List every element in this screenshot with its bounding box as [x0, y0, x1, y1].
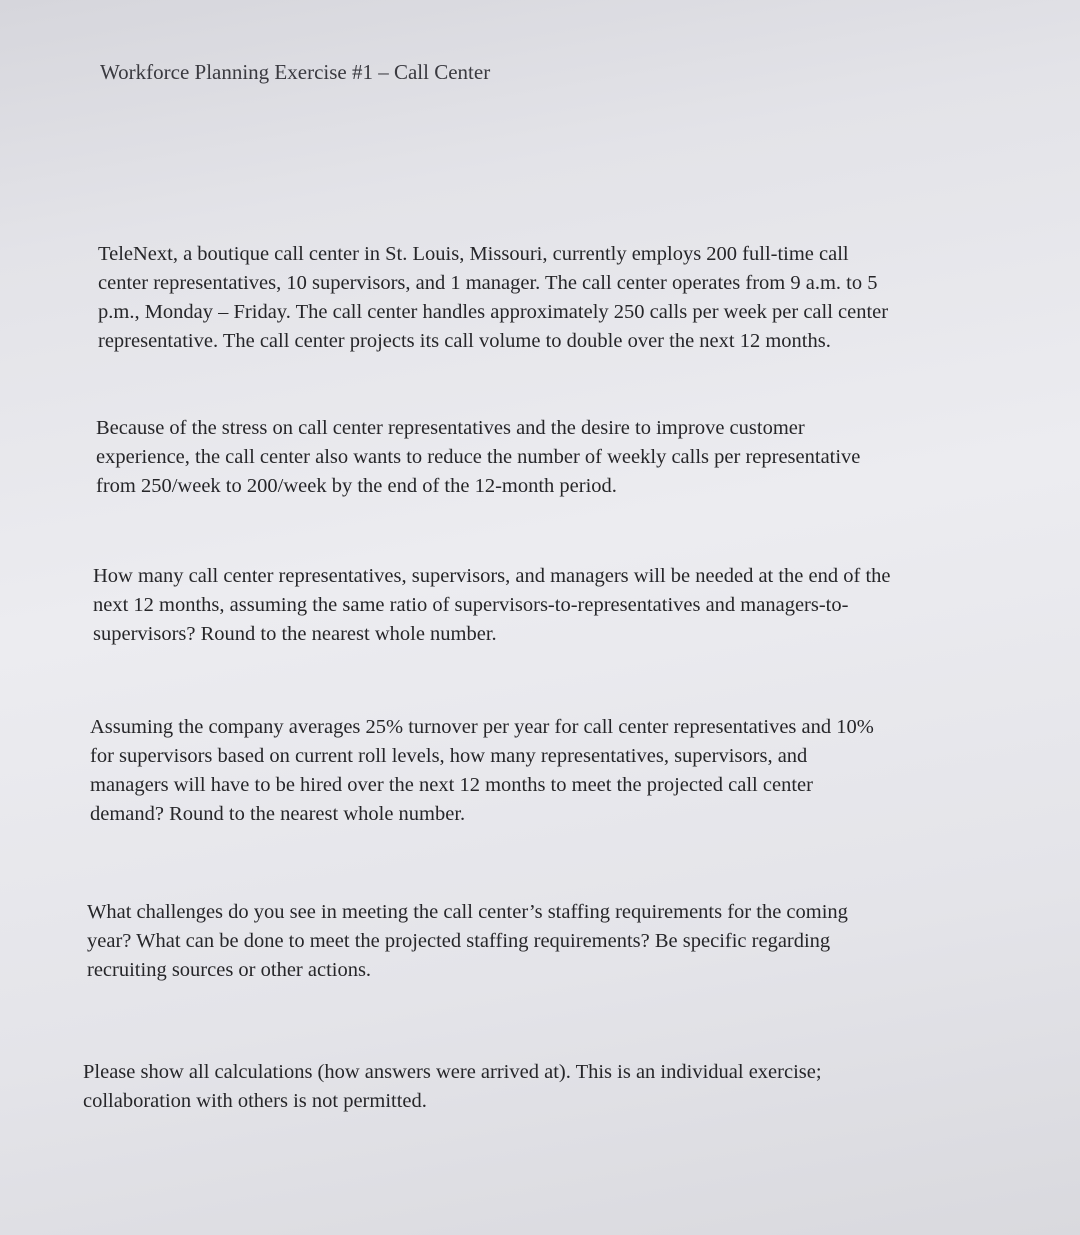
- goal-paragraph: Because of the stress on call center representatives and the desire to improve customer experience, the call center also wants to reduce the number of weekly calls per representative from 250/week to 200/week by the end of the 12-month period.: [96, 417, 861, 497]
- question-headcount-paragraph: How many call center representatives, supervisors, and managers will be needed at the end of the next 12 months, assuming the same ratio of supervisors-to-representatives and managers-to- supervisors? Round to the nearest whole number.: [93, 565, 891, 645]
- question-challenges-paragraph: What challenges do you see in meeting the call center’s staffing requirements for the coming year? What can be done to meet the projected staffing requirements? Be specific regarding recruiting sources or other actions.: [87, 901, 848, 981]
- instructions-paragraph: Please show all calculations (how answers were arrived at). This is an individual exercise; collaboration with others is not permitted.: [83, 1061, 822, 1112]
- document-title: Workforce Planning Exercise #1 – Call Center: [100, 60, 491, 84]
- scenario-paragraph: TeleNext, a boutique call center in St. Louis, Missouri, currently employs 200 full-time call center representatives, 10 supervisors, and 1 manager. The call center operates from 9 a.m. to 5 p.m., Monday – Friday. The call center handles approximately 250 calls per week per call center representative. The call center projects its call volume to double over the next 12 months.: [98, 243, 889, 352]
- question-hiring-paragraph: Assuming the company averages 25% turnover per year for call center representatives and 10% for supervisors based on current roll levels, how many representatives, supervisors, and managers will have to be hired over the next 12 months to meet the projected call center demand? Round to the nearest whole number.: [90, 716, 874, 825]
